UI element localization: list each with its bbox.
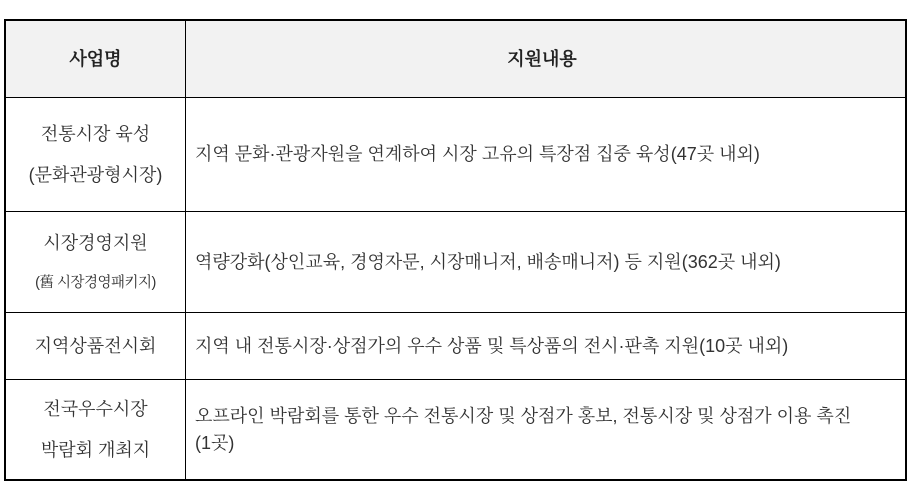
business-name-cell <box>6 313 186 379</box>
business-name-cell <box>6 212 186 312</box>
support-content-cell <box>186 98 905 211</box>
support-content-cell <box>186 380 905 479</box>
support-content-text: 지역 문화·관광자원을 연계하여 시장 고유의 특장점 집중 육성(47곳 내외) <box>195 144 760 165</box>
table-row <box>6 211 905 312</box>
business-name-line: 전국우수시장 <box>43 398 148 419</box>
table-row <box>6 379 905 479</box>
support-content-text: 지역 내 전통시장·상점가의 우수 상품 및 특상품의 전시·판촉 지원(10곳 내외) <box>195 335 789 356</box>
table-row <box>6 312 905 379</box>
support-content-cell <box>186 313 905 379</box>
support-programs-table <box>4 19 907 481</box>
column-header-business-name: 사업명 <box>6 21 186 97</box>
business-name-line: 지역상품전시회 <box>34 335 157 356</box>
support-content-text: 오프라인 박람회를 통한 우수 전통시장 및 상점가 홍보, 전통시장 및 상점가 이용 촉진(1곳) <box>195 406 852 453</box>
business-name-line: 박람회 개최지 <box>40 440 151 460</box>
column-header-support-content: 지원내용 <box>186 21 905 97</box>
business-name-line: (문화관광형시장) <box>28 165 163 185</box>
table-row <box>6 97 905 211</box>
business-name-cell <box>6 98 186 211</box>
support-content-text: 역량강화(상인교육, 경영자문, 시장매니저, 배송매니저) 등 지원(362곳 내외) <box>195 251 781 272</box>
business-name-line: 전통시장 육성 <box>40 123 151 144</box>
business-name-cell <box>6 380 186 479</box>
support-content-cell <box>186 212 905 312</box>
business-name-subline: (舊 시장경영패키지) <box>35 274 156 291</box>
business-name-line: 시장경영지원 <box>43 233 148 254</box>
table-header-row <box>6 21 905 97</box>
